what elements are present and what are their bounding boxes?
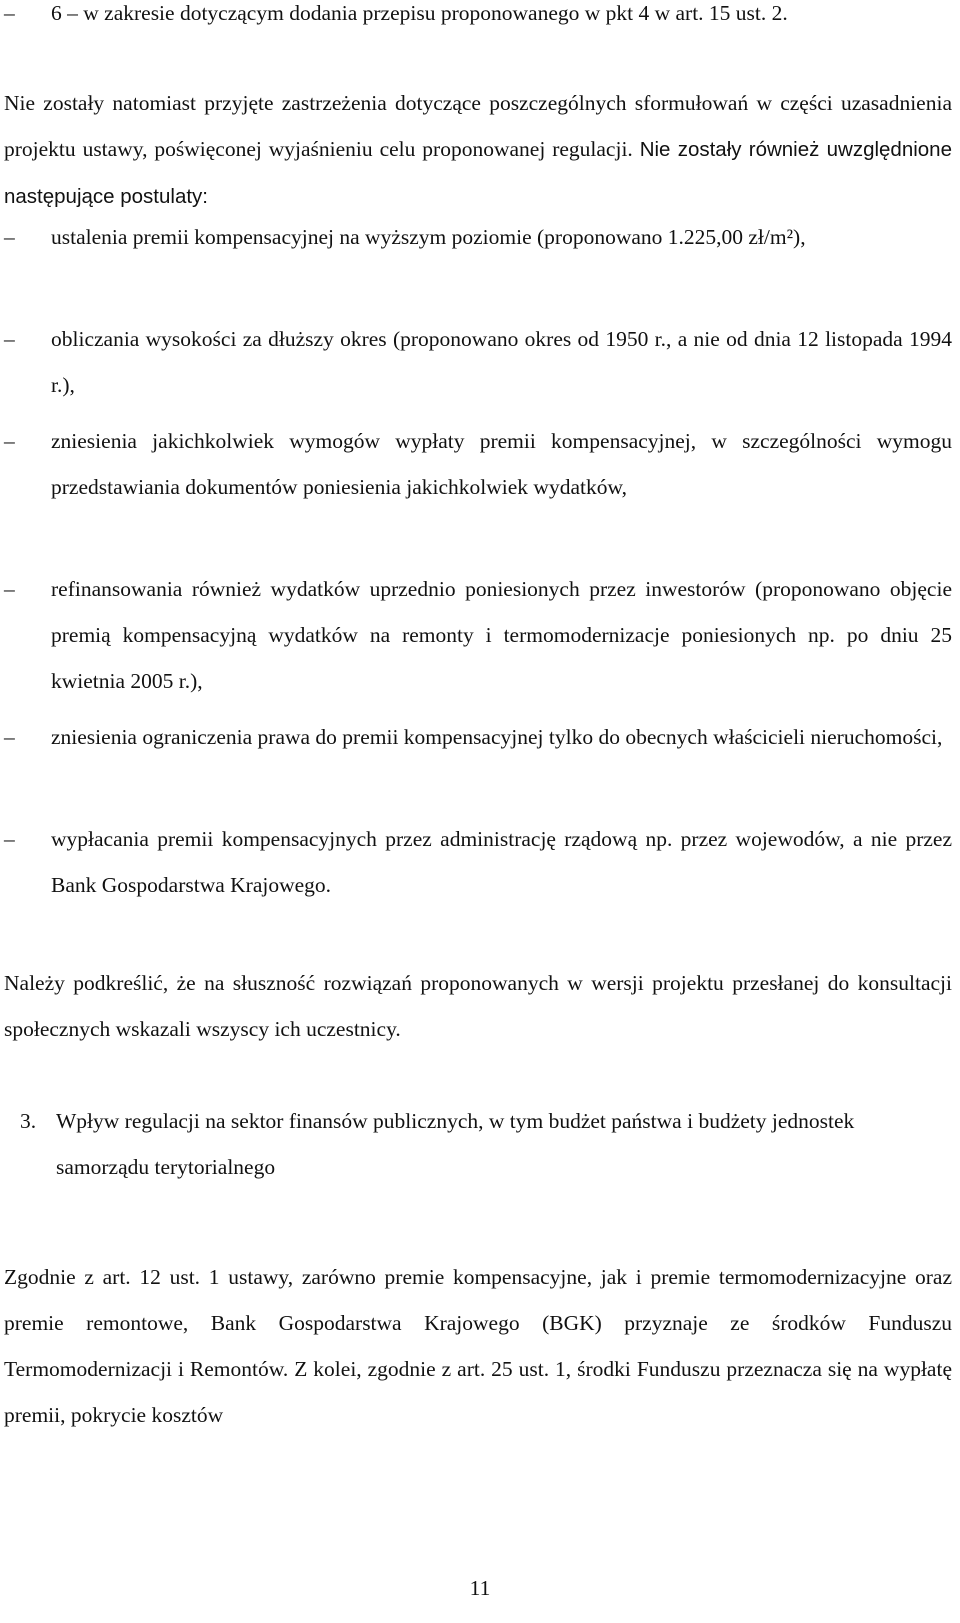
- section-number: 3.: [20, 1109, 37, 1133]
- postulate-item: [4, 418, 952, 510]
- paragraph-text: Zgodnie z art. 12 ust. 1 ustawy, zarówno premie kompensacyjne, jak i premie termomodernizacyjne oraz premie remontowe, Bank Gospodarstwa Krajowego (BGK) przyznaje ze środków Funduszu Termomodernizacji i Remontów. Z kolei, zgodnie z art. 25 ust. 1, środki Funduszu przeznacza się na wypłatę premii, pokrycie kosztów: [4, 1265, 952, 1427]
- paragraph-text: Należy podkreślić, że na słuszność rozwiązań proponowanych w wersji projektu przesłanej do konsultacji społecznych wskazali wszyscy ich uczestnicy.: [4, 971, 952, 1041]
- list-item: [4, 0, 952, 36]
- postulate-item: [4, 816, 952, 908]
- paragraph-text-serif: Nie zostały natomiast przyjęte zastrzeżenia dotyczące poszczególnych sformułowań w części uzasadnienia projektu ustawy, poświęconej wyjaśnieniu celu proponowanej regulacji.: [4, 91, 952, 161]
- list-dash: –: [4, 429, 15, 453]
- postulate-text: obliczania wysokości za dłuższy okres (proponowano okres od 1950 r., a nie od dnia 12 listopada 1994 r.),: [51, 327, 952, 397]
- postulate-text: zniesienia jakichkolwiek wymogów wypłaty premii kompensacyjnej, w szczególności wymogu przedstawiania dokumentów poniesienia jakichkolwiek wydatków,: [51, 429, 952, 499]
- list-item-text: 6 – w zakresie dotyczącym dodania przepisu proponowanego w pkt 4 w art. 15 ust. 2.: [51, 1, 788, 25]
- postulate-item: [4, 714, 952, 760]
- list-dash: –: [4, 827, 15, 851]
- list-dash: –: [4, 327, 15, 351]
- list-dash: –: [4, 225, 15, 249]
- postulate-item: [4, 316, 952, 408]
- page-number: 11: [469, 1576, 491, 1600]
- postulate-text: refinansowania również wydatków uprzednio poniesionych przez inwestorów (proponowano objęcie premią kompensacyjną wydatków na remonty i termomodernizacje poniesionych np. po dniu 25 kwietnia 2005 r.),: [51, 577, 952, 693]
- paragraph-text-sans: Nie zostały również uwzględnione następujące postulaty:: [4, 138, 952, 208]
- list-dash: –: [4, 577, 15, 601]
- postulate-text: ustalenia premii kompensacyjnej na wyższym poziomie (proponowano 1.225,00 zł/m²),: [51, 225, 806, 249]
- postulate-text: wypłacania premii kompensacyjnych przez administrację rządową np. przez wojewodów, a nie przez Bank Gospodarstwa Krajowego.: [51, 827, 952, 897]
- section-title: Wpływ regulacji na sektor finansów publicznych, w tym budżet państwa i budżety jednostek samorządu terytorialnego: [56, 1109, 855, 1179]
- postulate-text: zniesienia ograniczenia prawa do premii kompensacyjnej tylko do obecnych właścicieli nieruchomości,: [51, 725, 943, 749]
- list-dash: –: [4, 1, 15, 25]
- list-dash: –: [4, 725, 15, 749]
- postulate-item: [4, 214, 952, 260]
- paragraph-consultation: [4, 960, 952, 1052]
- paragraph-rejected-objections: [4, 80, 952, 220]
- paragraph-legal-basis: [4, 1254, 952, 1438]
- postulate-item: [4, 566, 952, 704]
- section-heading: [20, 1098, 952, 1190]
